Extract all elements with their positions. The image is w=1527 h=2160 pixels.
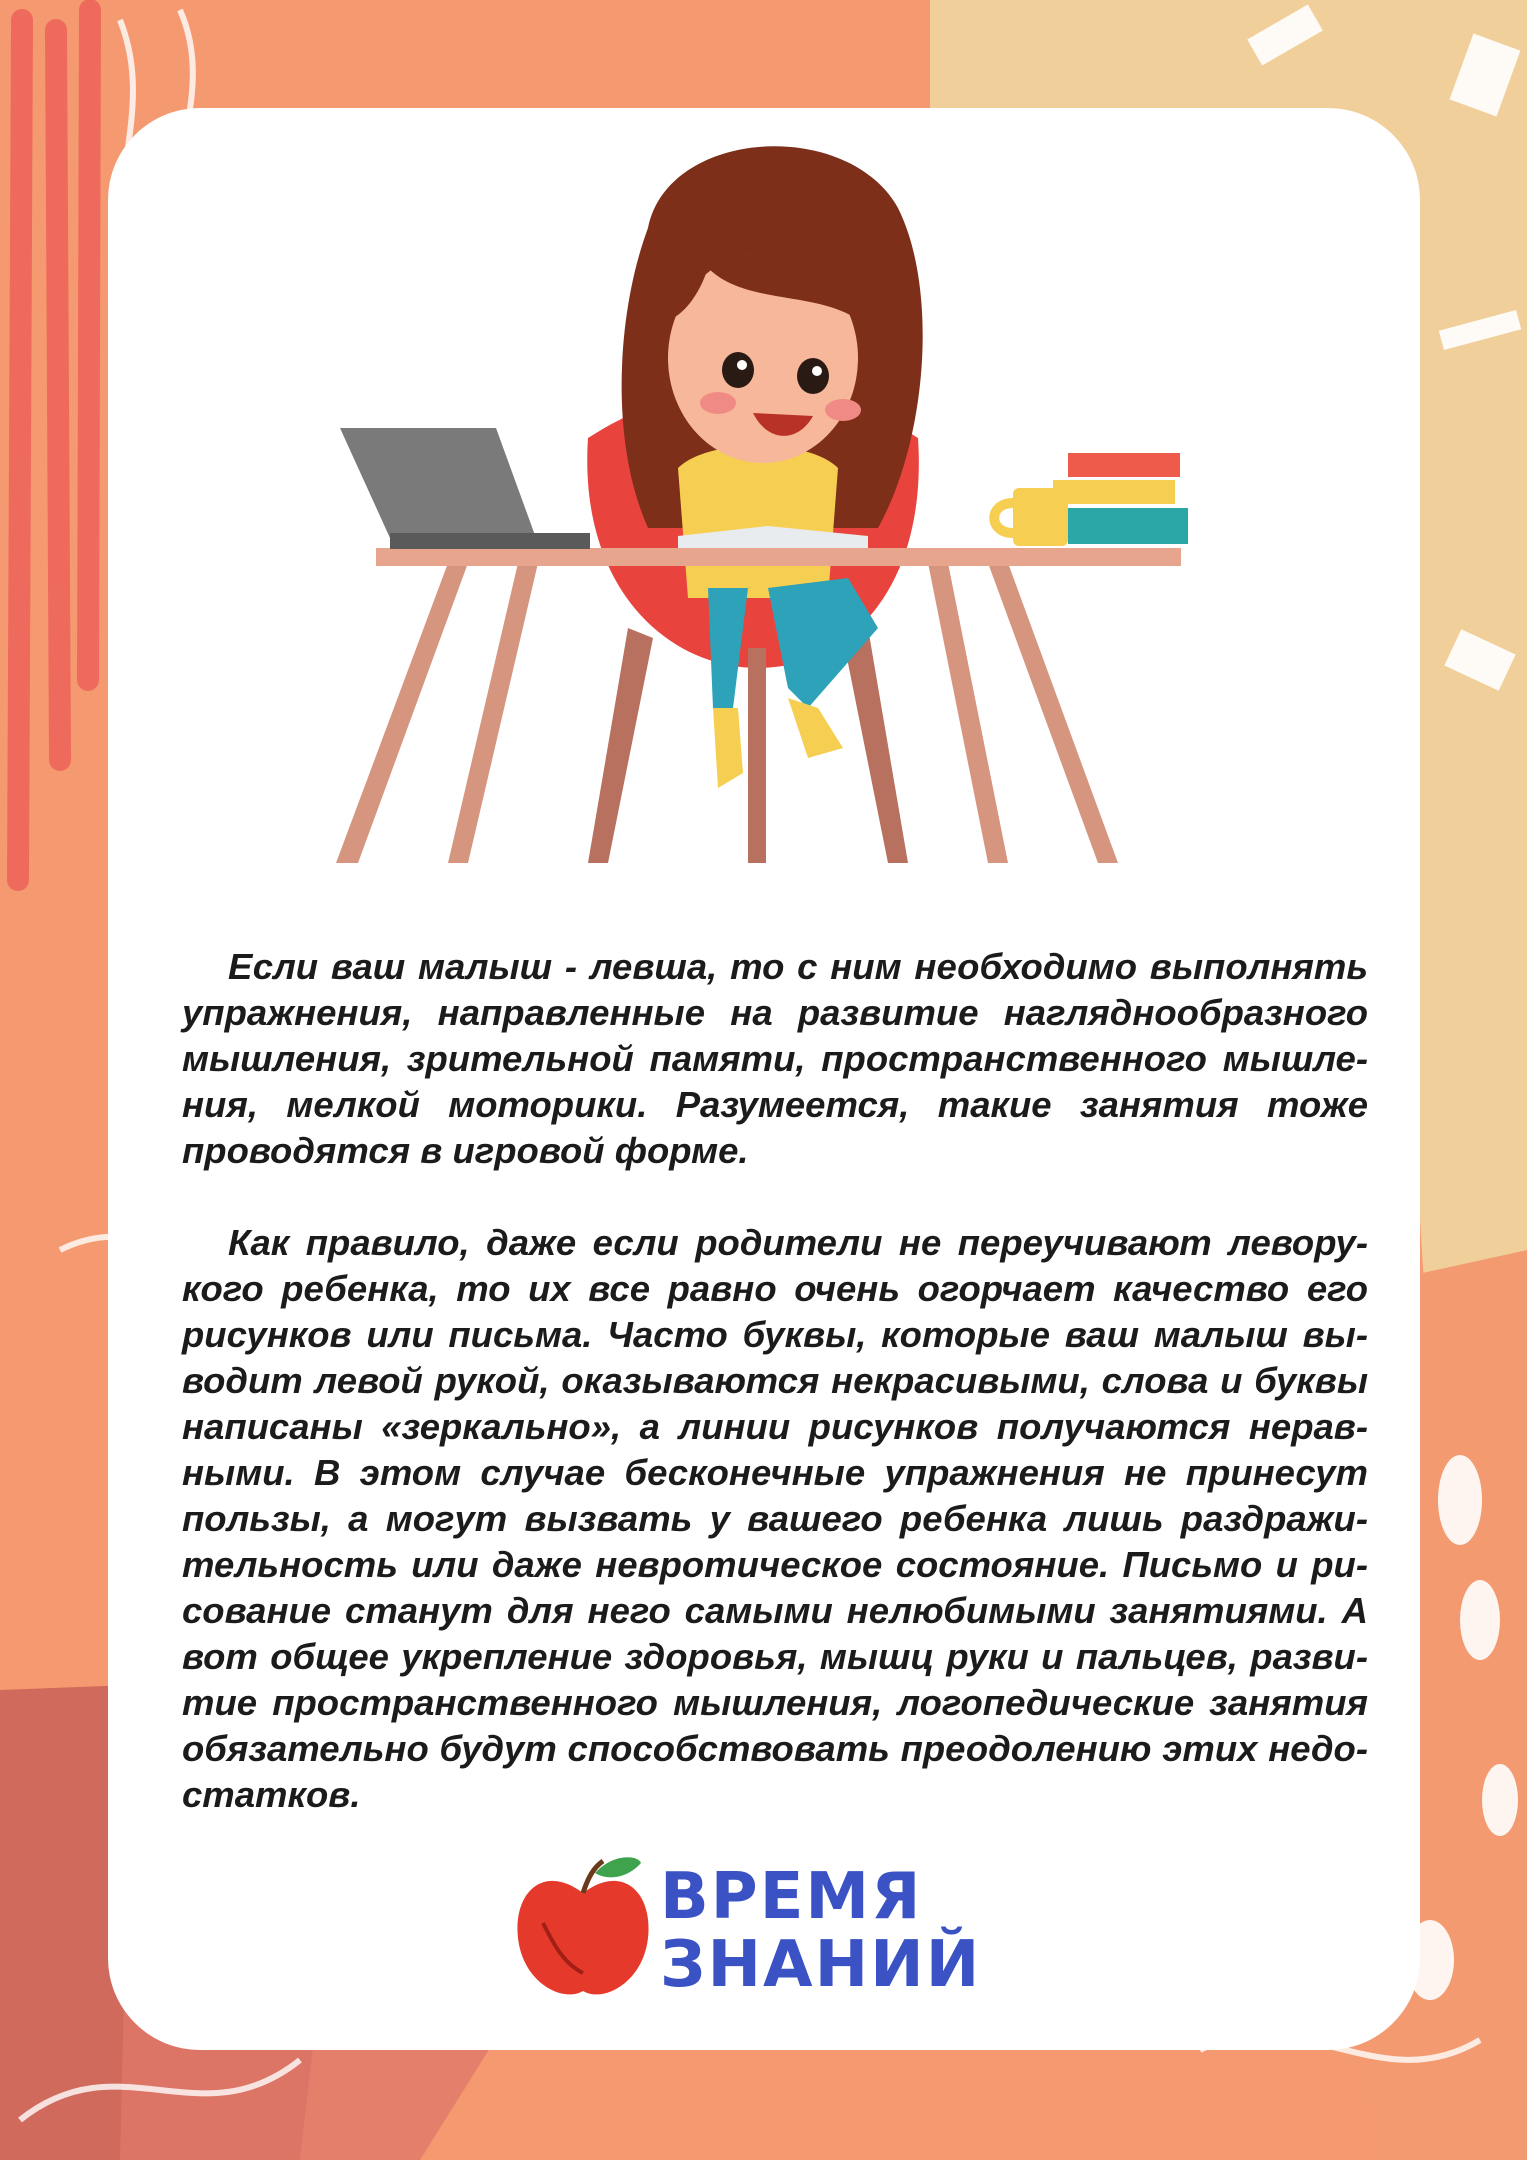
article-text [182, 944, 1368, 1818]
paragraph-2: Как правило, даже если родители не переучивают леворукого ребенка, то их все равно очень огорчает качество его рисунков или письма. Часто буквы, которые ваш малыш выводит левой рукой, оказываются некрасивыми, слова и буквы написаны «зеркально», а линии рисунков получаются неравными. В этом случае бесконечные упражнения не принесут пользы, а могут вызвать у вашего ребенка лишь раздражительность или даже невротическое состояние. Письмо и рисование станут для него самыми нелюбимыми занятиями. А вот общее укрепление здоровья, мышц руки и пальцев, развитие пространственного мышления, логопедические занятия обязательно будут способствовать преодолению этих недостатков. [182, 1222, 1368, 1815]
apple-icon [513, 1853, 653, 2003]
paragraph-1: Если ваш малыш - левша, то с ним необходимо выполнять упражнения, направленные на развитие нагляднообразного мышления, зрительной памяти, пространственного мышления, мелкой моторики. Разумеется, такие занятия тоже проводятся в игровой форме. [182, 946, 1368, 1171]
logo-wordmark [660, 1860, 982, 2002]
vremya-znaniy-logo [508, 1853, 988, 2003]
logo-line-1: ВРЕМЯ [660, 1860, 923, 1934]
girl-at-desk-illustration [108, 108, 1420, 908]
logo-line-2: ЗНАНИЙ [660, 1928, 982, 2002]
